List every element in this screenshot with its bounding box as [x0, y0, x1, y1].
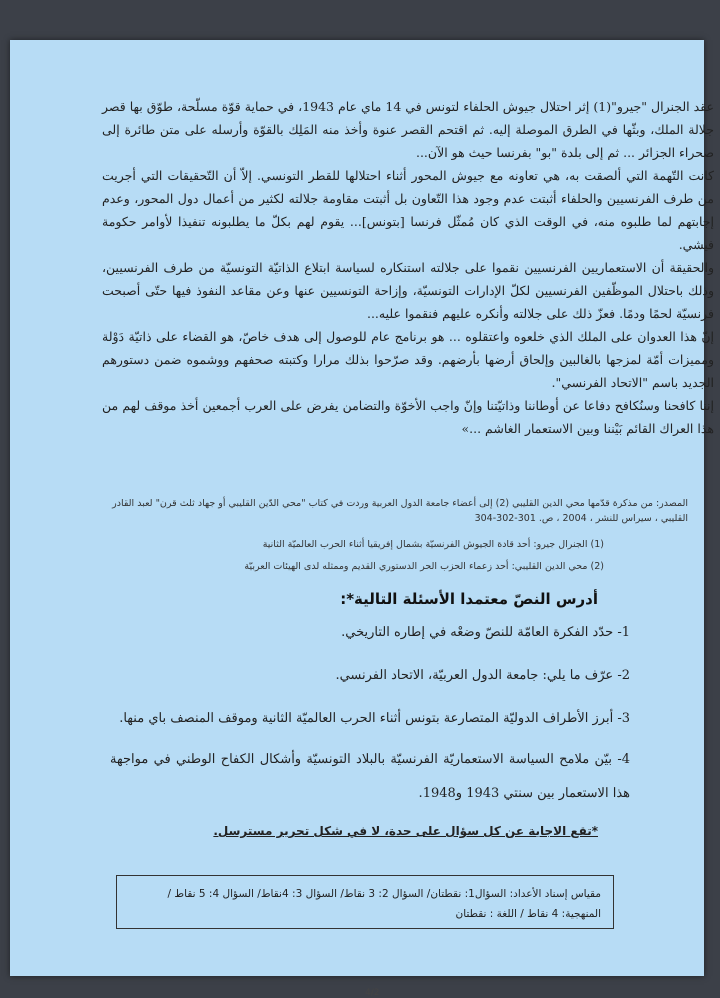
question: 2- عرّف ما يلي: جامعة الدول العربيّة، الاتحاد الفرنسي. — [335, 668, 630, 683]
question: 1- حدّد الفكرة العامّة للنصّ وضعْه في إطاره التاريخي. — [341, 625, 630, 640]
paragraph: إنّ هذا العدوان على الملك الذي خلعوه واعتقلوه ... هو برنامج عام للوصول إلى هدف خاصّ، هو القضاء على ذاتيّة دَوْلة ومميزات أمّة لمزجها بالغالبين وإلحاق أرضها بأرضهم. وقد صرّحوا بذلك مرارا وكتبته صحفهم ووشموه ضمن دستورهم الجديد باسم "الاتحاد الفرنسي". — [102, 329, 714, 390]
footnote: (2) محي الدين القليبي: أحد زعماء الحزب الحر الدستوري القديم وممثله لدى الهيئات العربيّة — [244, 561, 604, 572]
questions-heading: أدرس النصّ معتمدا الأسئلة التالية*: — [340, 590, 598, 608]
footnote: (1) الجنرال جيرو: أحد قادة الجيوش الفرنسيّة بشمال إفريقيا أثناء الحرب العالميّة الثانية — [262, 539, 604, 550]
question: 4- بيّن ملامح السياسة الاستعماريّة الفرنسيّة بالبلاد التونسيّة وأشكال الكفاح الوطني في مواجهة هذا الاستعمار بين سنتي 1943 و1948. — [110, 752, 630, 801]
question: 3- أبرز الأطراف الدوليّة المتصارعة بتونس أثناء الحرب العالميّة الثانية وموقف المنصف باي منها. — [119, 711, 630, 726]
grading-line: المنهجية: 4 نقاط / اللغة : نقطتان — [455, 908, 601, 920]
page-number: 4/2 — [365, 988, 380, 998]
paragraph: عقد الجنرال "جيرو"(1) إثر احتلال جيوش الحلفاء لتونس في 14 ماي عام 1943، في حماية قوّة مسلّحة، طوّق بها قصر جلالة الملك، وبثّها في الطرق الموصلة إليه. ثم اقتحم القصر عنوة وأخذ منه المَلِك بالقوّة وأرسله على متن طائرة إلى صحراء الجزائر ... ثم إلى بلدة "بو" بفرنسا حيث هو الآن... — [102, 99, 714, 160]
answer-note: *تقع الاجابة عن كل سؤال على حدة، لا في شكل تحرير مسترسل. — [213, 824, 598, 838]
source-citation: المصدر: من مذكرة قدّمها محي الدين القليبي (2) إلى أعضاء جامعة الدول العربية وردت في كتاب "محي الدّين القليبي أو جهاد ثلث قرن" لعبد القادر القليبي ، سيراس للنشر ، 2004 ، ص. 301-302-304 — [112, 498, 688, 524]
paragraph: إننا كافحنا وسنُكافح دفاعا عن أوطاننا وذاتيّتنا وإنّ واجب الأخوّة والتضامن يفرض على العرب أجمعين أخذ موقف لهم من هذا العراك القائم بَيْننا وبين الاستعمار الغاشم ...» — [102, 398, 714, 436]
footnotes — [64, 534, 604, 578]
exam-page — [10, 40, 714, 998]
source-text — [102, 95, 714, 440]
paragraph: كانت التّهمة التي ألصقت به، هي تعاونه مع جيوش المحور أثناء احتلالها للقطر التونسي. إلاّ أن التّحقيقات التي أجريت من طرف الفرنسيين والحلفاء أثبتت عدم وجود هذا التّعاون بل أثبتت مقاومة جلالته لكثير من أعمال دول المحور، وعدم إجابتهم لما طلبوه منه، في الوقت الذي كان مُمثّل فرنسا [بتونس]... يقوم لهم بكلّ ما يطلبونه تنفيذا لأوامر حكومة فيشي. — [102, 168, 714, 252]
grading-line: مقياس إسناد الأعداد: السؤال1: نقطتان/ السؤال 2: 3 نقاط/ السؤال 3: 4نقاط/ السؤال 4: 5 نقاط / — [167, 888, 601, 900]
paragraph: والحقيقة أن الاستعماريين الفرنسيين نقموا على جلالته استنكاره لسياسة ابتلاع الذاتيّة التونسيّة من طرف الفرنسيين، وذلك باحتلال الموظّفين الفرنسيين لكلّ الإدارات التونسيّة، وإزاحة التونسيين عنها وعن مقاعد النفوذ فيها حتّى أصبحت فرنسيّة لحمًا ودمًا. فعزّ ذلك على جلالته وأنكره عليهم فنقموا عليه... — [102, 260, 714, 321]
grading-box — [116, 875, 614, 929]
